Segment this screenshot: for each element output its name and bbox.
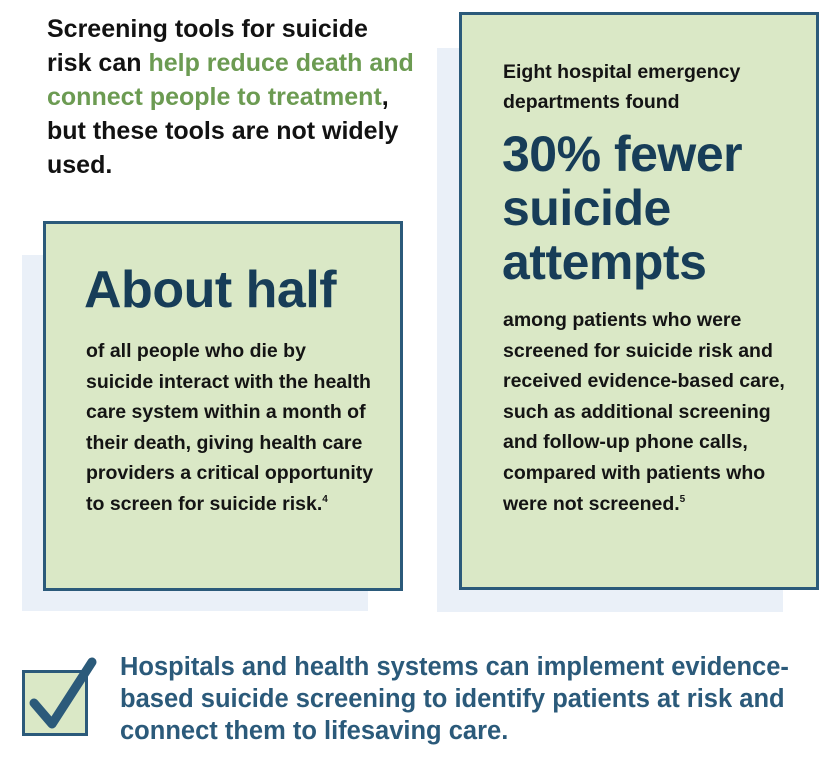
left-card	[43, 221, 403, 591]
intro-highlight: help reduce death and connect people to treatment	[47, 49, 414, 111]
footnote-4: 4	[322, 493, 328, 505]
right-card-stat: 30% fewer suicide attempts	[502, 126, 743, 290]
footnote-5: 5	[679, 493, 686, 505]
checkbox-check-icon	[22, 648, 102, 738]
intro-part1: Screening tools for suicide risk can	[47, 15, 368, 77]
intro-part2: , but these tools are not widely used.	[47, 83, 399, 179]
intro-text	[47, 12, 417, 182]
left-card-headline: About half	[84, 261, 337, 319]
right-card-kicker: Eight hospital emergency departments found	[503, 61, 741, 113]
left-card-body: of all people who die by suicide interact with the health care system within a month of their death, giving health care providers a critical opportunity to screen for suicide risk.$^4$	[86, 340, 374, 515]
right-card-body: among patients who were screened for suicide risk and received evidence-based care, such as additional screening and follow-up phone calls, compared with patients who were not screened.$^5$	[503, 309, 785, 515]
conclusion-text: Hospitals and health systems can implement evidence-based suicide screening to identify patients at risk and connect them to lifesaving care.	[120, 653, 789, 745]
right-card	[459, 12, 819, 590]
